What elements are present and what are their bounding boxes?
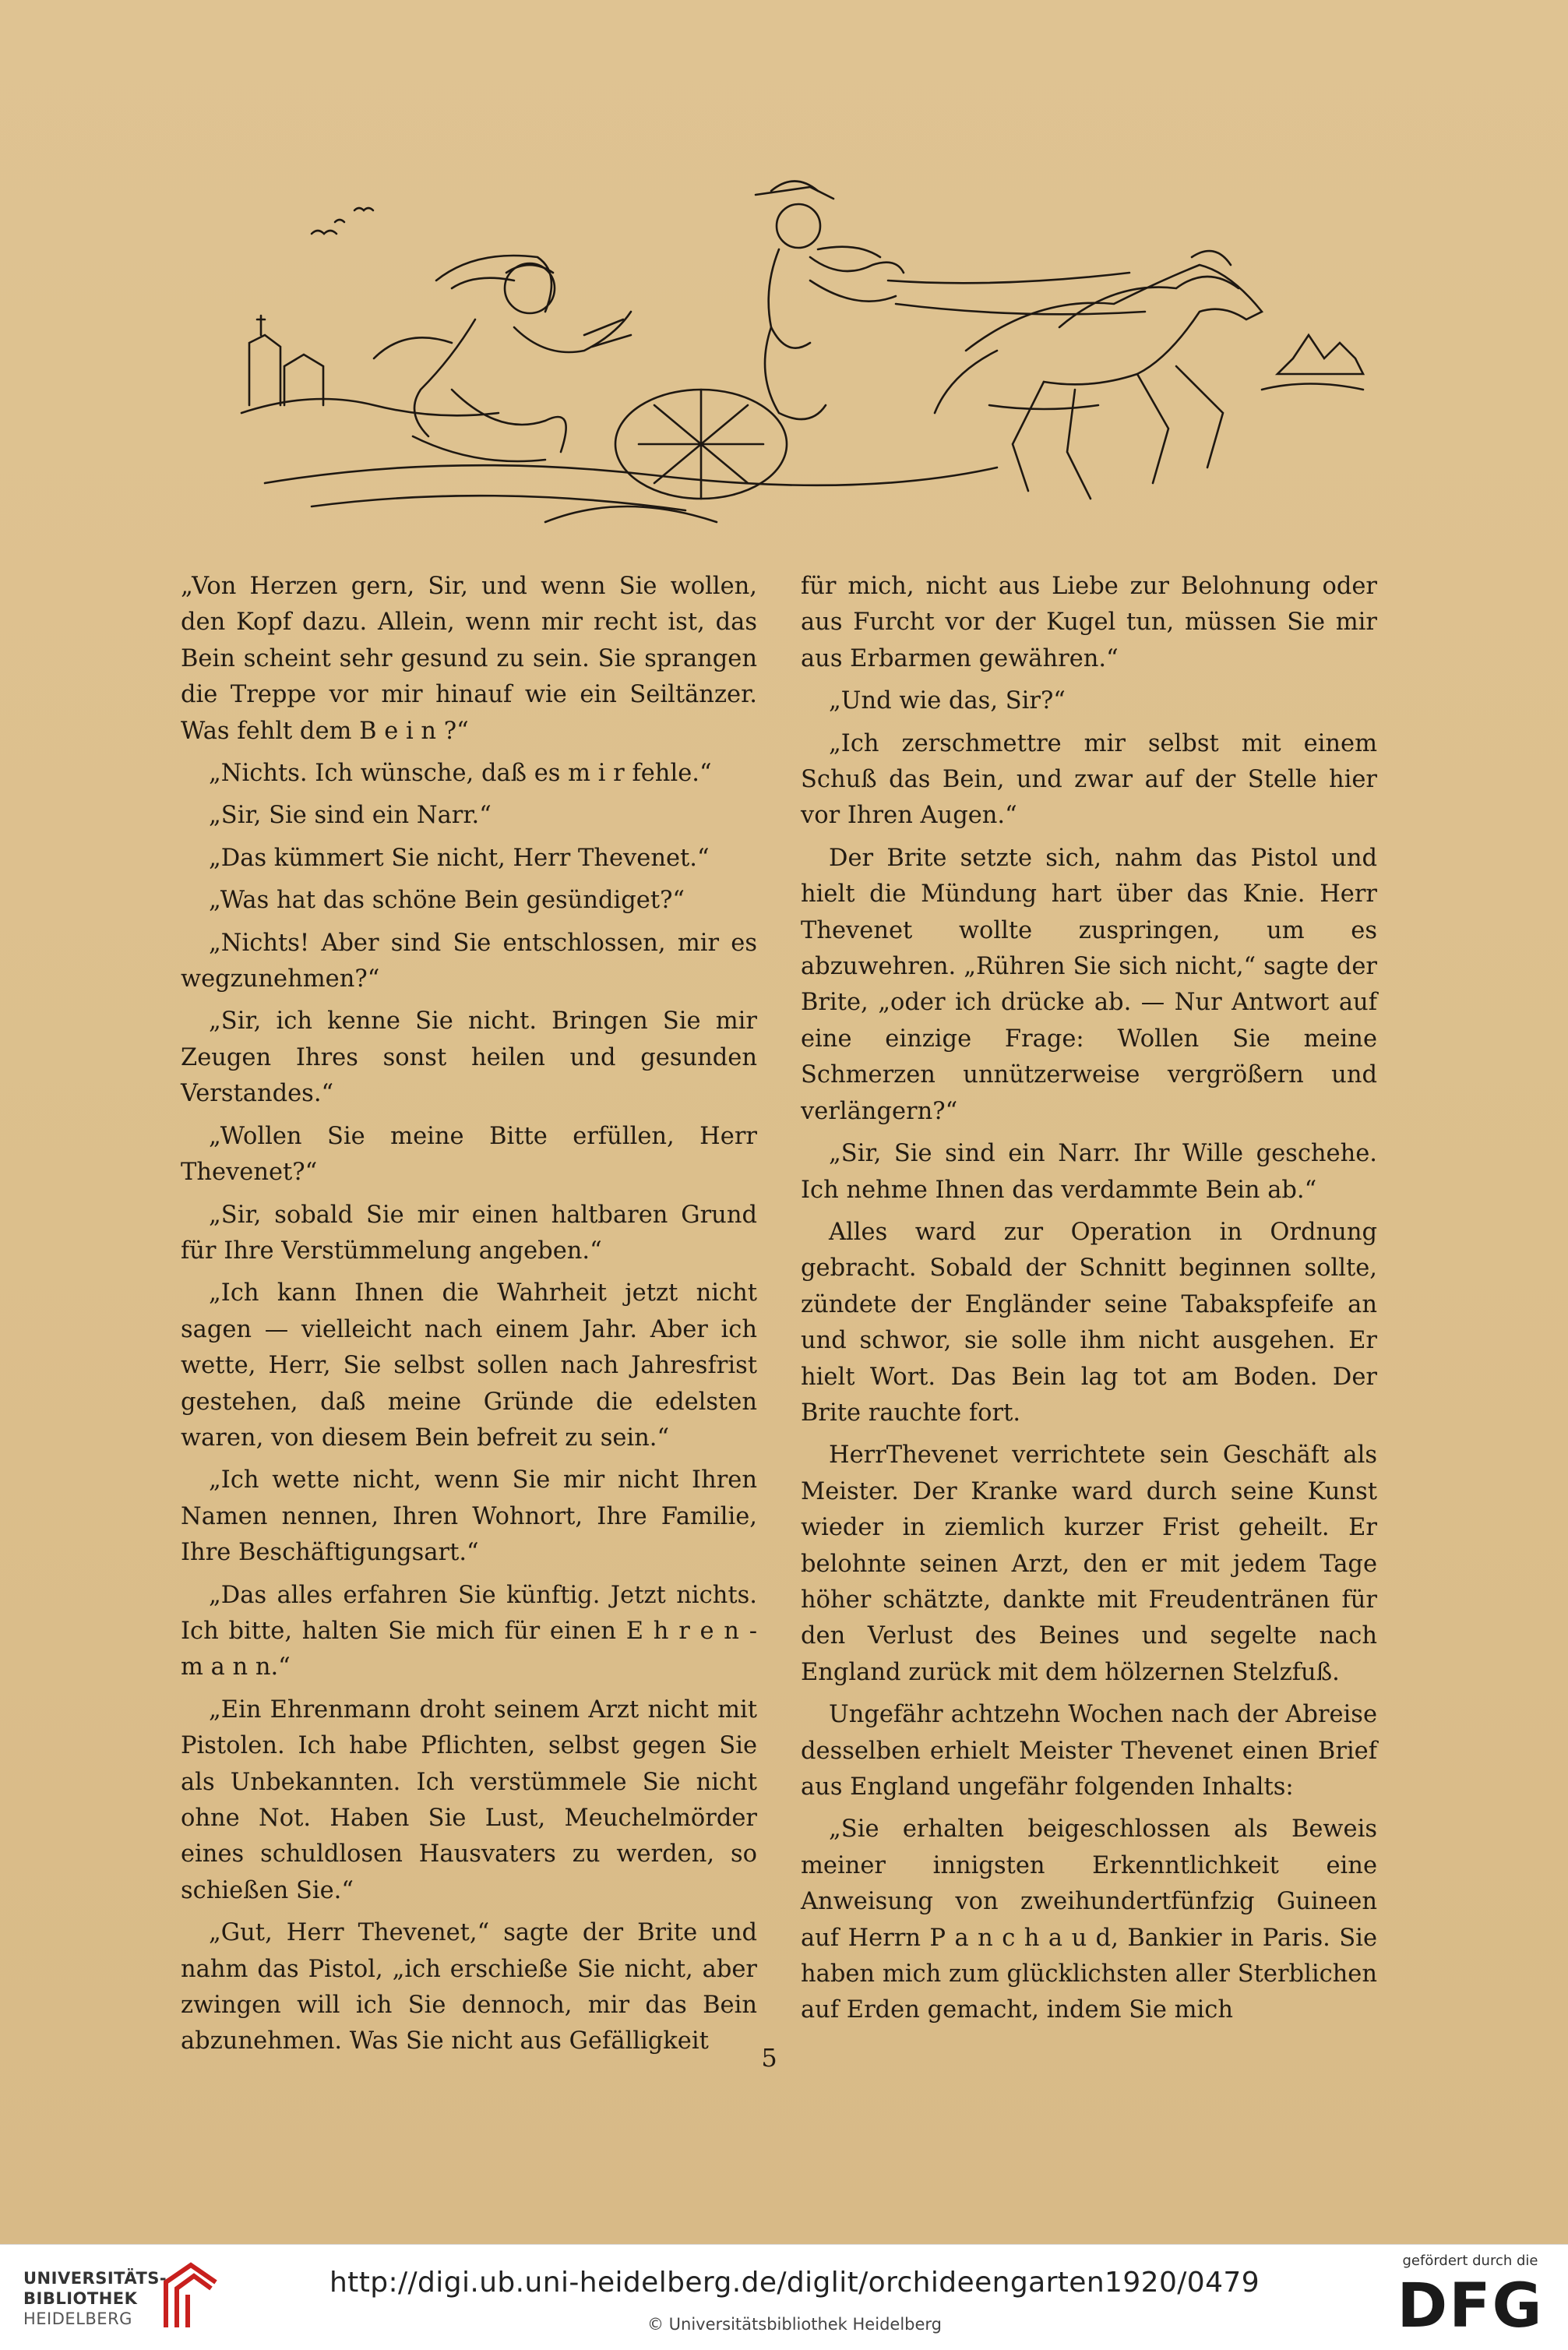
paragraph: für mich, nicht aus Liebe zur Belohnung oder aus Furcht vor der Kugel tun, müssen Sie mir aus Erbarmen gewähren.“ [801,573,1377,672]
paragraph: „Ein Ehrenmann droht seinem Arzt nicht mit Pistolen. Ich habe Pflichten, selbst gegen Sie als Unbekannten. Ich verstümmele Sie nicht ohne Not. Haben Sie Lust, Meuchelmörder eines schuldlosen Hausvaters zu werden, so schießen Sie.“ [181,1695,757,1904]
paragraph: Der Brite setzte sich, nahm das Pistol und hielt die Mündung hart über das Knie. Herr Thevenet wollte zuspringen, um es abzuwehren. „Rühren Sie sich nicht,“ sagte der Brite, „oder ich drücke ab. — Nur Antwort auf eine einzige Frage: Wollen Sie meine Schmerzen unnützerweise vergrößern und verlängern?“ [801,844,1377,1125]
carriage-illustration-icon [218,156,1387,545]
library-line: BIBLIOTHEK [23,2289,138,2308]
paragraph: „Das kümmert Sie nicht, Herr Thevenet.“ [209,844,710,872]
copyright-notice: © Universitätsbibliothek Heidelberg [647,2315,942,2334]
paragraph: „Wollen Sie meine Bitte erfüllen, Herr Thevenet?“ [181,1122,757,1187]
paragraph: „Nichts. Ich wünsche, daß es m i r fehle.“ [209,760,712,788]
paragraph: „Von Herzen gern, Sir, und wenn Sie wollen, den Kopf dazu. Allein, wenn mir recht ist, das Bein scheint sehr gesund zu sein. Sie sprangen die Treppe vor mir hinauf wie ein Seiltänzer. Was fehlt dem B e i n ?“ [181,573,757,745]
paragraph: Ungefähr achtzehn Wochen nach der Abreise desselben erhielt Meister Thevenet einen Brief aus England ungefähr folgenden Inhalts: [801,1701,1377,1801]
library-line: UNIVERSITÄTS- [23,2269,167,2288]
ub-heidelberg-logo-icon[interactable] [160,2259,220,2334]
viewer-footer [0,2244,1568,2350]
paragraph: „Was hat das schöne Bein gesündiget?“ [209,887,685,915]
paragraph: „Sir, Sie sind ein Narr.“ [209,802,492,830]
paragraph: „Sir, Sie sind ein Narr. Ihr Wille geschehe. Ich nehme Ihnen das verdammte Bein ab.“ [801,1140,1377,1204]
paragraph: „Gut, Herr Thevenet,“ sagte der Brite und nahm das Pistol, „ich erschieße Sie nicht, aber zwingen will ich Sie dennoch, mir das Bein abzunehmen. Was Sie nicht aus Gefälligkeit [181,1919,757,2055]
paragraph: „Ich kann Ihnen die Wahrheit jetzt nicht sagen — vielleicht nach einem Jahr. Aber ich wette, Herr, Sie selbst sollen nach Jahresfrist gestehen, daß meine Gründe die edelsten waren, von diesem Bein befreit zu sein.“ [181,1279,757,1452]
dfg-logo[interactable]: DFG [1397,2271,1544,2341]
document-url-link[interactable]: http://digi.ub.uni-heidelberg.de/diglit/orchideengarten1920/0479 [329,2267,1260,2299]
paragraph: „Ich zerschmettre mir selbst mit einem Schuß das Bein, und zwar auf der Stelle hier vor Ihren Augen.“ [801,729,1377,830]
paragraph: „Sir, ich kenne Sie nicht. Bringen Sie mir Zeugen Ihres sonst heilen und gesunden Verstandes.“ [181,1007,757,1108]
paragraph: „Und wie das, Sir?“ [829,687,1066,715]
library-name[interactable] [23,2268,167,2329]
library-line: HEIDELBERG [23,2309,132,2328]
paragraph: „Das alles erfahren Sie künftig. Jetzt nichts. Ich bitte, halten Sie mich für einen E h r e n - m a n n.“ [181,1581,757,1681]
right-text-column [801,569,1377,2035]
paragraph: „Ich wette nicht, wenn Sie mir nicht Ihren Namen nennen, Ihren Wohnort, Ihre Familie, Ihre Beschäftigungsart.“ [181,1466,757,1567]
paragraph: „Sir, sobald Sie mir einen haltbaren Grund für Ihre Verstümmelung angeben.“ [181,1201,757,1265]
paragraph: „Sie erhalten beigeschlossen als Beweis meiner innigsten Erkenntlichkeit eine Anweisung von zweihundertfünfzig Guineen auf Herrn P a n c h a u d, Bankier in Paris. Sie haben mich zum glücklichsten aller Sterblichen auf Erden gemacht, indem Sie mich [801,1815,1377,2024]
page-number: 5 [761,2043,777,2073]
left-text-column [181,569,757,2066]
funding-caption: gefördert durch die [1402,2253,1538,2269]
paragraph: „Nichts! Aber sind Sie entschlossen, mir es wegzunehmen?“ [181,929,757,993]
paragraph: HerrThevenet verrichtete sein Geschäft als Meister. Der Kranke ward durch seine Kunst wieder in ziemlich kurzer Frist geheilt. Er belohnte seinen Arzt, den er mit jedem Tage höher schätzte, dankte mit Freudentränen für den Verlust des Beines und segelte nach England zurück mit dem hölzernen Stelzfuß. [801,1441,1377,1686]
paragraph: Alles ward zur Operation in Ordnung gebracht. Sobald der Schnitt beginnen sollte, zündete der Engländer seine Tabakspfeife an und schwor, sie solle ihm nicht ausgehen. Er hielt Wort. Das Bein lag tot am Boden. Der Brite rauchte fort. [801,1218,1377,1427]
